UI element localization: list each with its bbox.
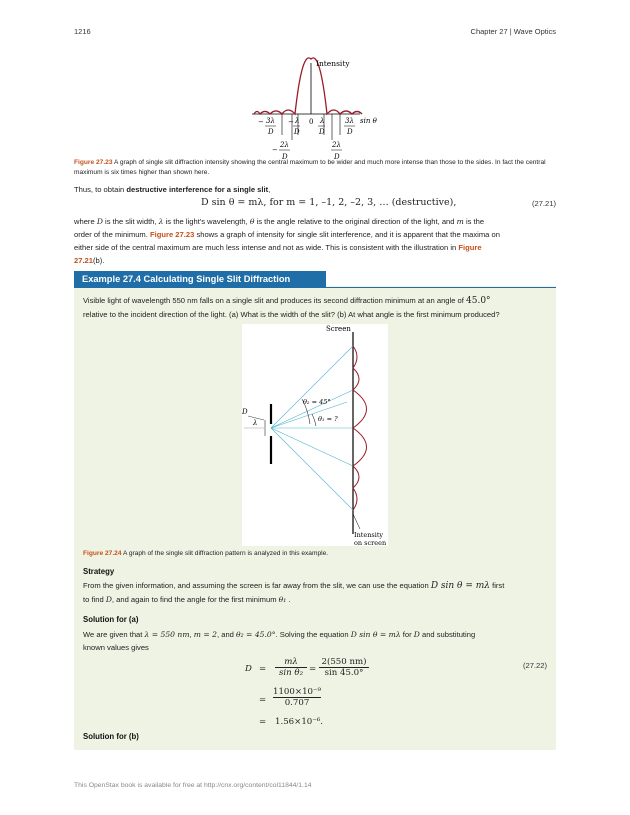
intensity-graph (240, 55, 390, 165)
solution-a-heading: Solution for (a) (83, 615, 139, 624)
svg-text:−: − (288, 118, 294, 126)
para-line-3: either side of the central maximum are much less intense and not as wide. This is consistent with the illustration in Figure (74, 243, 482, 252)
intro-bold: destructive interference for a single slit (126, 185, 269, 194)
caption-label: Figure 27.23 (74, 159, 113, 166)
link-figure-27-21-cont[interactable]: 27.21 (74, 256, 94, 265)
intensity-pattern (353, 346, 367, 510)
example-problem: Visible light of wavelength 550 nm falls on a single slit and produces its second diffraction minimum at an angle of 45.0° relative to the incident direction of the light. (a) What is the width of the slit? (b) At what angle is the first minimum produced? (83, 296, 500, 319)
theta1-label: θ₁ = ? (318, 415, 338, 423)
example-title-rule (326, 287, 556, 288)
screen-label: Screen (326, 325, 351, 333)
intro-end: , (268, 185, 271, 194)
sin-theta-label: sin θ (360, 117, 377, 125)
svg-text:D: D (268, 128, 274, 136)
strategy-text: From the given information, and assuming the screen is far away from the slit, we can use the equation D sin θ = mλ first to find D, and again to find the angle for the first minimum θ₁ . (83, 581, 505, 604)
intensity-on-screen-label-1: Intensity (354, 531, 384, 539)
lambda-label: λ (253, 419, 258, 427)
svg-text:−: − (258, 118, 264, 126)
d-label: D (242, 408, 248, 416)
equation-27-22: D = mλ sin θ₂ = 2(550 nm) sin 45.0° = 1100×10⁻⁹ 0.707 = 1.56×10⁻⁶. (245, 657, 405, 732)
para-line-2: order of the minimum. Figure 27.23 shows a graph of intensity for single slit interference, and it is apparent that the maxima on (74, 230, 500, 239)
svg-text:3λ: 3λ (345, 117, 354, 125)
svg-text:2λ: 2λ (280, 141, 289, 149)
solution-b-heading: Solution for (b) (83, 732, 139, 741)
svg-text:D: D (347, 128, 353, 136)
equation-number-27-21: (27.21) (531, 199, 556, 208)
intro-line (74, 183, 270, 196)
svg-text:λ: λ (295, 117, 300, 125)
equation-27-21: D sin θ = mλ, for m = 1, –1, 2, –2, 3, … (destructive), (201, 197, 457, 208)
svg-text:D: D (334, 153, 340, 161)
svg-text:−: − (272, 146, 278, 154)
svg-text:2λ: 2λ (332, 141, 341, 149)
strategy-heading: Strategy (83, 567, 115, 576)
caption-text: A graph of single slit diffraction intensity showing the central maximum to be wider and much more intense than those to the sides. In fact the central maximum is six times higher than shown here. (74, 159, 546, 176)
svg-text:D: D (282, 153, 288, 161)
intro-text: Thus, to obtain (74, 185, 127, 194)
chapter-title: Chapter 27 | Wave Optics (470, 27, 556, 36)
link-figure-27-21[interactable]: Figure (458, 243, 482, 252)
para-line-4: 27.21(b). (74, 256, 105, 265)
slit-diagram (242, 324, 388, 546)
footer-text: This OpenStax book is available for free at http://cnx.org/content/col11844/1.14 (74, 782, 312, 789)
figure-27-23-caption (74, 158, 556, 177)
tick-labels (258, 117, 355, 161)
svg-text:λ: λ (320, 117, 325, 125)
figure-27-23 (240, 55, 390, 165)
svg-text:D: D (294, 128, 300, 136)
diffraction-rays (271, 346, 353, 510)
intensity-label: Intensity (316, 59, 350, 68)
intensity-on-screen-label-2: on screen (354, 539, 387, 546)
link-figure-27-23[interactable]: Figure 27.23 (149, 230, 195, 239)
svg-text:D: D (319, 128, 325, 136)
figure-27-24-caption: Figure 27.24 A graph of the single slit diffraction pattern is analyzed in this example. (83, 550, 329, 557)
theta2-label: θ₂ = 45° (303, 398, 331, 406)
tick-zero: 0 (309, 118, 314, 126)
explanation-paragraph (74, 215, 560, 267)
para-line-1: where D is the slit width, λ is the light's wavelength, θ is the angle relative to the original direction of the light, and m is the (74, 217, 485, 226)
solution-a-text: We are given that λ = 550 nm, m = 2, and θ₂ = 45.0°. Solving the equation D sin θ = mλ for D and substituting known values gives (83, 630, 476, 652)
equation-number-27-22: (27.22) (522, 661, 547, 670)
example-title: Example 27.4 Calculating Single Slit Diffraction (74, 271, 326, 288)
page-number: 1216 (74, 27, 91, 36)
svg-text:3λ: 3λ (266, 117, 275, 125)
figure-27-24 (242, 324, 388, 546)
